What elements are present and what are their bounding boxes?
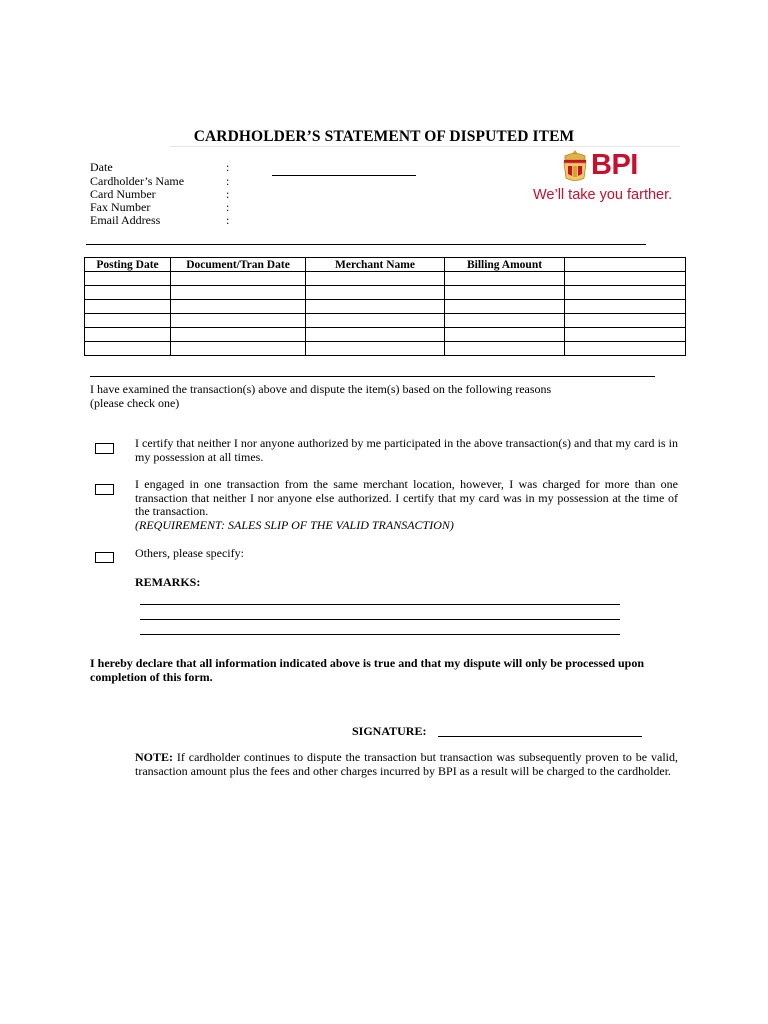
date-input-line[interactable]	[272, 175, 416, 176]
table-cell[interactable]	[85, 286, 171, 300]
col-header-billing-amount: Billing Amount	[445, 258, 565, 272]
table-cell[interactable]	[306, 272, 445, 286]
table-cell[interactable]	[85, 328, 171, 342]
table-cell[interactable]	[171, 272, 306, 286]
table-cell[interactable]	[565, 272, 686, 286]
table-cell[interactable]	[306, 300, 445, 314]
option-3-checkbox[interactable]	[95, 552, 114, 563]
note-block	[135, 751, 678, 778]
table-cell[interactable]	[565, 328, 686, 342]
table-row	[85, 314, 686, 328]
field-colon-cardholder-name: :	[226, 174, 230, 188]
col-header-posting-date: Posting Date	[85, 258, 171, 272]
table-cell[interactable]	[565, 286, 686, 300]
remarks-line-3[interactable]	[140, 634, 620, 635]
option-2-text: I engaged in one transaction from the same merchant location, however, I was charged for more than one transaction that neither I nor anyone else authorized. I certify that my card was in my possession at the time of the transaction.	[135, 477, 678, 519]
field-label-fax-number: Fax Number	[90, 200, 151, 214]
option-2-checkbox[interactable]	[95, 484, 114, 495]
table-row	[85, 328, 686, 342]
table-cell[interactable]	[85, 300, 171, 314]
field-label-date: Date	[90, 160, 113, 174]
table-cell[interactable]	[171, 328, 306, 342]
table-cell[interactable]	[306, 342, 445, 356]
field-colon-date: :	[226, 160, 230, 174]
col-header-merchant-name: Merchant Name	[306, 258, 445, 272]
form-title: CARDHOLDER’S STATEMENT OF DISPUTED ITEM	[193, 128, 575, 145]
bpi-logo-text: BPI	[591, 149, 638, 181]
disputed-transactions-table	[84, 257, 686, 356]
bpi-tagline: We’ll take you farther.	[533, 187, 673, 203]
table-cell[interactable]	[306, 286, 445, 300]
field-colon-fax-number: :	[226, 200, 230, 214]
table-row	[85, 342, 686, 356]
option-2-requirement: (REQUIREMENT: SALES SLIP OF THE VALID TRANSACTION)	[135, 518, 454, 532]
signature-line[interactable]	[438, 736, 642, 737]
table-cell[interactable]	[445, 286, 565, 300]
table-cell[interactable]	[445, 342, 565, 356]
field-label-cardholder-name: Cardholder’s Name	[90, 174, 185, 188]
table-cell[interactable]	[565, 314, 686, 328]
table-row	[85, 272, 686, 286]
declaration-text: I hereby declare that all information indicated above is true and that my dispute will only be processed upon completion of this form.	[90, 656, 645, 684]
option-1-checkbox[interactable]	[95, 443, 114, 454]
table-cell[interactable]	[85, 314, 171, 328]
section-divider-middle	[90, 376, 655, 377]
note-label: NOTE:	[135, 750, 174, 764]
table-cell[interactable]	[171, 286, 306, 300]
table-cell[interactable]	[85, 342, 171, 356]
table-cell[interactable]	[171, 314, 306, 328]
col-header-blank	[565, 258, 686, 272]
field-label-email-address: Email Address	[90, 213, 161, 227]
table-cell[interactable]	[445, 328, 565, 342]
table-cell[interactable]	[85, 272, 171, 286]
table-row	[85, 300, 686, 314]
intro-text: I have examined the transaction(s) above and dispute the item(s) based on the following reasons	[90, 382, 552, 396]
table-cell[interactable]	[171, 300, 306, 314]
field-label-card-number: Card Number	[90, 187, 156, 201]
table-cell[interactable]	[565, 342, 686, 356]
remarks-line-1[interactable]	[140, 604, 620, 605]
table-header-row	[85, 258, 686, 272]
table-cell[interactable]	[445, 314, 565, 328]
remarks-line-2[interactable]	[140, 619, 620, 620]
field-colon-email-address: :	[226, 213, 230, 227]
table-cell[interactable]	[565, 300, 686, 314]
field-colon-card-number: :	[226, 187, 230, 201]
table-cell[interactable]	[306, 328, 445, 342]
table-cell[interactable]	[445, 300, 565, 314]
col-header-document-tran-date: Document/Tran Date	[171, 258, 306, 272]
remarks-label: REMARKS:	[135, 575, 201, 589]
signature-label: SIGNATURE:	[352, 724, 427, 738]
option-3-text: Others, please specify:	[135, 546, 244, 560]
bpi-crest-icon	[560, 148, 590, 184]
intro-instruction: (please check one)	[90, 396, 180, 410]
option-1-text: I certify that neither I nor anyone authorized by me participated in the above transaction(s) and that my card is in my possession at all times.	[135, 436, 678, 464]
table-cell[interactable]	[171, 342, 306, 356]
note-text: If cardholder continues to dispute the transaction but transaction was subsequently proven to be valid, transaction amount plus the fees and other charges incurred by BPI as a result will be charged to the cardholder.	[135, 750, 678, 778]
table-row	[85, 286, 686, 300]
table-cell[interactable]	[445, 272, 565, 286]
table-cell[interactable]	[306, 314, 445, 328]
section-divider-top	[86, 244, 646, 245]
